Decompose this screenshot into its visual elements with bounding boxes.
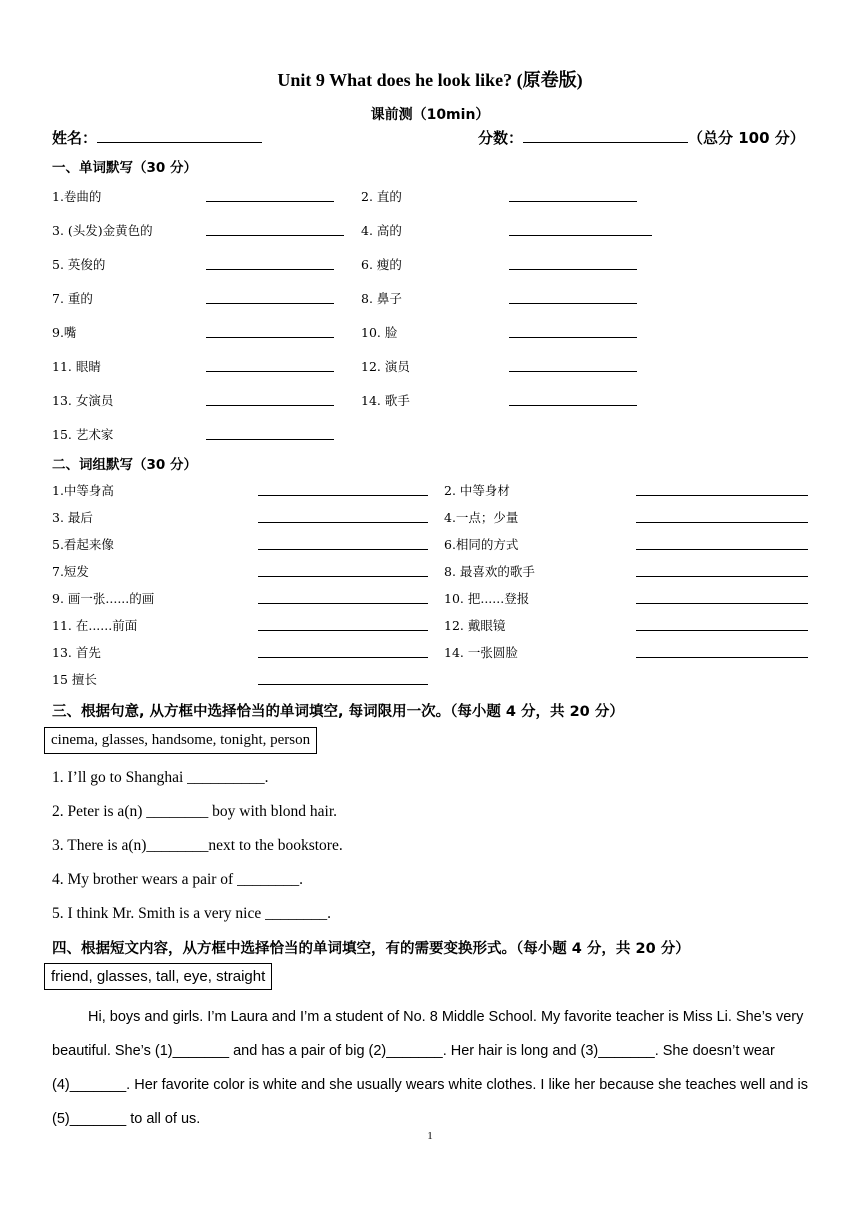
phrase-item-label: 6.相同的方式: [444, 537, 519, 552]
answer-blank[interactable]: [258, 603, 428, 604]
phrase-item-label: 7.短发: [52, 564, 89, 579]
fill-in-sentence: 2. Peter is a(n) ________ boy with blond hair.: [52, 803, 337, 820]
phrase-item-label: 5.看起来像: [52, 537, 114, 552]
word-item-label: 9.嘴: [52, 325, 77, 340]
word-bank-box: cinema, glasses, handsome, tonight, person: [44, 727, 317, 754]
word-item-label: 14. 歌手: [361, 393, 410, 408]
answer-blank[interactable]: [636, 495, 808, 496]
word-item-label: 10. 脸: [361, 325, 398, 340]
answer-blank[interactable]: [509, 269, 637, 270]
score-row: [478, 126, 805, 148]
phrase-item-label: 4.一点；少量: [444, 510, 519, 525]
phrase-item-label: 8. 最喜欢的歌手: [444, 564, 535, 579]
page-number: 1: [427, 1130, 433, 1142]
name-label: 姓名：: [52, 129, 98, 147]
page-subtitle: 课前测（10min）: [370, 107, 490, 123]
answer-blank[interactable]: [206, 201, 334, 202]
answer-blank[interactable]: [258, 684, 428, 685]
passage-word-bank-box: friend, glasses, tall, eye, straight: [44, 963, 272, 990]
phrase-item-label: 1.中等身高: [52, 483, 114, 498]
section3-heading: 三、根据句意, 从方框中选择恰当的单词填空, 每词限用一次。（每小题 4 分，共 20 分）: [52, 704, 624, 720]
answer-blank[interactable]: [206, 439, 334, 440]
word-item-label: 4. 高的: [361, 223, 402, 238]
fill-in-sentence: 4. My brother wears a pair of ________.: [52, 871, 303, 888]
answer-blank[interactable]: [258, 630, 428, 631]
word-item-label: 15. 艺术家: [52, 427, 114, 442]
phrase-item-label: 15 擅长: [52, 672, 97, 687]
cloze-passage: Hi, boys and girls. I’m Laura and I’m a student of No. 8 Middle School. My favorite teacher is Miss Li. She’s very beautiful. She’s (1)_______ and has a pair of big (2)_______. Her hair is long and (3)_______. She doesn’t wear (4)_______. Her favorite color is white and she usually wears white clothes. I like her because she teaches well and is (5)_______ to all of us.: [52, 1009, 809, 1127]
section4-heading: 四、根据短文内容，从方框中选择恰当的单词填空，有的需要变换形式。（每小题 4 分，共 20 分）: [52, 941, 690, 957]
answer-blank[interactable]: [206, 371, 334, 372]
answer-blank[interactable]: [509, 337, 637, 338]
answer-blank[interactable]: [509, 235, 652, 236]
phrase-item-label: 13. 首先: [52, 645, 101, 660]
word-item-label: 13. 女演员: [52, 393, 114, 408]
answer-blank[interactable]: [206, 269, 334, 270]
score-label: 分数：: [478, 129, 524, 147]
answer-blank[interactable]: [206, 235, 344, 236]
section1-heading: 一、单词默写（30 分）: [52, 160, 197, 176]
answer-blank[interactable]: [258, 495, 428, 496]
phrase-item-label: 10. 把......登报: [444, 591, 530, 606]
answer-blank[interactable]: [509, 405, 637, 406]
phrase-item-label: 11. 在......前面: [52, 618, 138, 633]
fill-in-sentence: 5. I think Mr. Smith is a very nice ________.: [52, 905, 331, 922]
phrase-item-label: 2. 中等身材: [444, 483, 510, 498]
answer-blank[interactable]: [636, 603, 808, 604]
phrase-item-label: 9. 画一张......的画: [52, 591, 155, 606]
fill-in-sentence: 3. There is a(n)________next to the bookstore.: [52, 837, 343, 854]
answer-blank[interactable]: [509, 303, 637, 304]
word-item-label: 7. 重的: [52, 291, 93, 306]
name-field[interactable]: [97, 126, 262, 143]
word-item-label: 2. 直的: [361, 189, 402, 204]
word-item-label: 8. 鼻子: [361, 291, 402, 306]
answer-blank[interactable]: [509, 371, 637, 372]
total-score-note: （总分 100 分）: [688, 129, 805, 147]
answer-blank[interactable]: [258, 657, 428, 658]
answer-blank[interactable]: [258, 576, 428, 577]
section2-heading: 二、词组默写（30 分）: [52, 457, 197, 473]
answer-blank[interactable]: [636, 630, 808, 631]
word-item-label: 12. 演员: [361, 359, 410, 374]
name-row: [52, 126, 262, 148]
phrase-item-label: 14. 一张圆脸: [444, 645, 518, 660]
answer-blank[interactable]: [206, 405, 334, 406]
word-item-label: 1.卷曲的: [52, 189, 102, 204]
fill-in-sentence: 1. I’ll go to Shanghai __________.: [52, 769, 269, 786]
word-item-label: 3. (头发)金黄色的: [52, 223, 153, 238]
answer-blank[interactable]: [636, 549, 808, 550]
answer-blank[interactable]: [509, 201, 637, 202]
word-item-label: 5. 英俊的: [52, 257, 106, 272]
word-item-label: 6. 瘦的: [361, 257, 402, 272]
answer-blank[interactable]: [206, 303, 334, 304]
page-title: Unit 9 What does he look like? (原卷版): [277, 70, 583, 90]
answer-blank[interactable]: [636, 522, 808, 523]
phrase-item-label: 12. 戴眼镜: [444, 618, 506, 633]
score-field[interactable]: [523, 126, 688, 143]
word-item-label: 11. 眼睛: [52, 359, 101, 374]
phrase-item-label: 3. 最后: [52, 510, 93, 525]
answer-blank[interactable]: [258, 549, 428, 550]
answer-blank[interactable]: [636, 576, 808, 577]
answer-blank[interactable]: [258, 522, 428, 523]
answer-blank[interactable]: [636, 657, 808, 658]
answer-blank[interactable]: [206, 337, 334, 338]
